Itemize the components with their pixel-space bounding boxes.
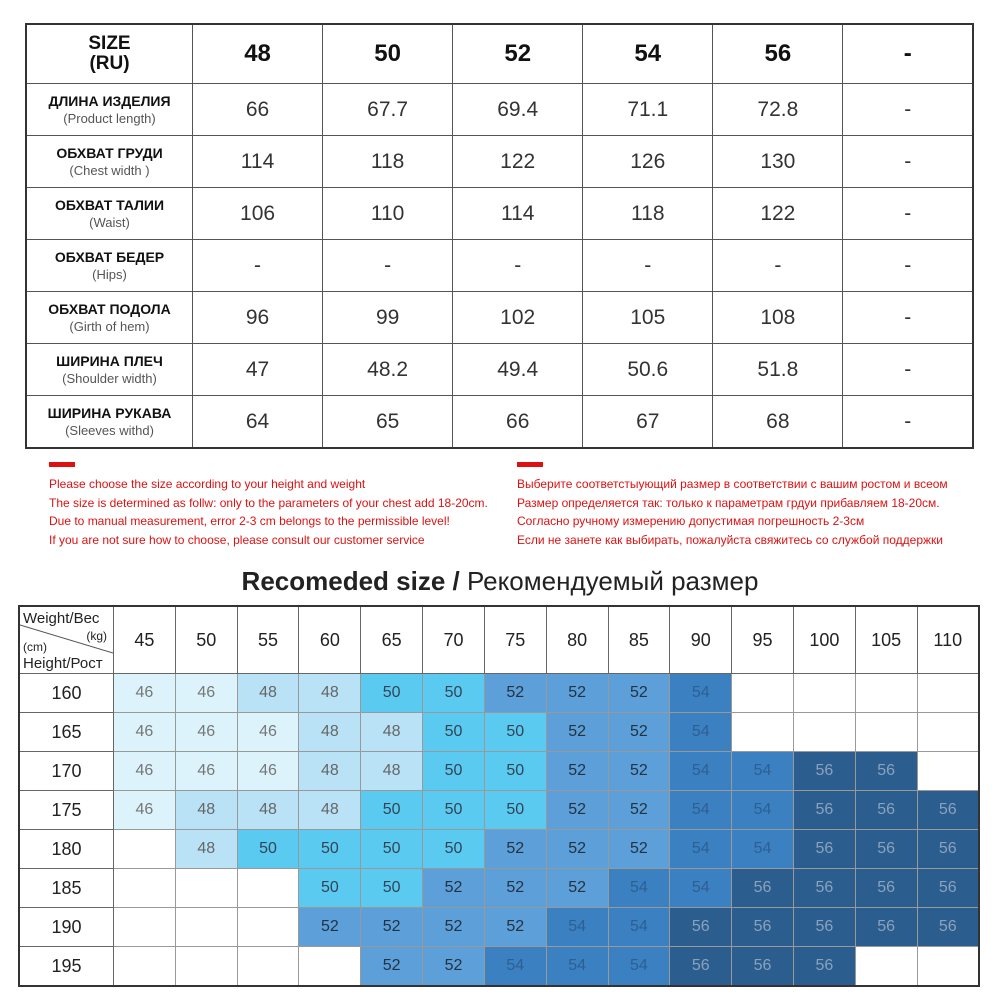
corner-kg-label: (kg): [86, 629, 107, 643]
size-header-label: [26, 24, 193, 84]
measurement-value: 65: [323, 396, 453, 449]
measurement-value: 47: [193, 344, 323, 396]
size-cell: 56: [793, 752, 855, 791]
size-cell: 56: [855, 752, 917, 791]
size-cell: 56: [855, 830, 917, 869]
measurement-value: -: [193, 240, 323, 292]
size-cell: 48: [175, 791, 237, 830]
size-column-header: 52: [453, 24, 583, 84]
measurement-label: [26, 84, 193, 136]
size-cell: [114, 830, 176, 869]
note-line: Если не занете как выбирать, пожалуйста свяжитесь со службой поддержки: [517, 532, 944, 547]
measurement-value: -: [583, 240, 713, 292]
measurement-value: 106: [193, 188, 323, 240]
size-cell: 52: [484, 674, 546, 713]
measurement-name-ru: ОБХВАТ ТАЛИИ: [54, 196, 165, 213]
accent-bar: [517, 462, 543, 467]
size-cell: 56: [855, 908, 917, 947]
size-cell: 54: [670, 830, 732, 869]
height-header: 180: [19, 830, 114, 869]
size-header-text: (RU): [89, 53, 130, 74]
size-cell: 54: [608, 869, 670, 908]
size-cell: 56: [793, 947, 855, 987]
measurement-name-en: (Product length): [63, 110, 156, 126]
size-cell: 50: [361, 791, 423, 830]
measurement-name-ru: ШИРИНА ПЛЕЧ: [56, 352, 163, 369]
size-cell: 46: [114, 674, 176, 713]
size-cell: 56: [917, 908, 979, 947]
measurement-value: 64: [193, 396, 323, 449]
size-cell: 56: [793, 869, 855, 908]
size-cell: 50: [299, 869, 361, 908]
size-cell: [732, 713, 794, 752]
size-column-header: 56: [713, 24, 843, 84]
size-cell: 50: [361, 830, 423, 869]
height-header: 165: [19, 713, 114, 752]
measurement-row: [26, 136, 973, 188]
measurement-value: -: [843, 240, 973, 292]
size-cell: 54: [608, 908, 670, 947]
measurement-name-ru: ОБХВАТ ГРУДИ: [56, 144, 163, 161]
size-cell: 50: [484, 752, 546, 791]
size-cell: 52: [546, 713, 608, 752]
height-row: [19, 713, 979, 752]
size-column-header: 48: [193, 24, 323, 84]
measurement-value: 69.4: [453, 84, 583, 136]
weight-header: 85: [608, 606, 670, 674]
size-cell: 48: [175, 830, 237, 869]
size-cell: 56: [793, 830, 855, 869]
measurement-value: 51.8: [713, 344, 843, 396]
measurement-value: 72.8: [713, 84, 843, 136]
notes-russian: [517, 462, 948, 549]
size-cell: [732, 674, 794, 713]
size-cell: 48: [237, 791, 299, 830]
measurement-value: -: [843, 344, 973, 396]
corner-height-label: Height/Рост: [23, 655, 103, 672]
size-cell: 48: [361, 752, 423, 791]
size-cell: [114, 908, 176, 947]
size-cell: 56: [732, 908, 794, 947]
size-cell: 52: [361, 908, 423, 947]
weight-header: 50: [175, 606, 237, 674]
height-header: 185: [19, 869, 114, 908]
height-row: [19, 674, 979, 713]
measurement-value: -: [843, 136, 973, 188]
accent-bar: [49, 462, 75, 467]
size-cell: 52: [608, 830, 670, 869]
measurement-label: [26, 136, 193, 188]
measurement-value: -: [323, 240, 453, 292]
size-cell: 50: [423, 752, 485, 791]
weight-header: 105: [855, 606, 917, 674]
size-header-row: [26, 24, 973, 84]
size-cell: [175, 947, 237, 987]
height-header: 190: [19, 908, 114, 947]
measurement-name-en: (Waist): [89, 214, 130, 230]
size-cell: 52: [546, 674, 608, 713]
height-header: 170: [19, 752, 114, 791]
size-cell: 50: [484, 791, 546, 830]
weight-header: 45: [114, 606, 176, 674]
size-cell: 56: [855, 791, 917, 830]
size-cell: [793, 713, 855, 752]
measurement-value: -: [843, 84, 973, 136]
measurement-value: 114: [453, 188, 583, 240]
height-row: [19, 791, 979, 830]
note-line: Due to manual measurement, error 2-3 cm belongs to the permissible level!: [49, 514, 450, 528]
size-cell: 54: [670, 713, 732, 752]
size-cell: 50: [237, 830, 299, 869]
size-cell: 52: [423, 908, 485, 947]
weight-header: 90: [670, 606, 732, 674]
size-cell: [855, 674, 917, 713]
weight-header: 80: [546, 606, 608, 674]
measurement-row: [26, 240, 973, 292]
size-cell: [917, 713, 979, 752]
size-cell: 52: [484, 830, 546, 869]
size-cell: 50: [361, 869, 423, 908]
measurement-name-ru: ОБХВАТ ПОДОЛА: [48, 300, 171, 317]
measurement-value: -: [843, 396, 973, 449]
size-cell: 48: [299, 791, 361, 830]
size-cell: 54: [670, 752, 732, 791]
measurement-value: 96: [193, 292, 323, 344]
size-cell: [793, 674, 855, 713]
size-cell: 56: [670, 908, 732, 947]
weight-header: 110: [917, 606, 979, 674]
size-cell: 52: [608, 791, 670, 830]
corner-weight-label: Weight/Вес: [23, 610, 100, 627]
measurement-value: 114: [193, 136, 323, 188]
size-cell: [855, 947, 917, 987]
weight-header: 75: [484, 606, 546, 674]
measurement-value: 50.6: [583, 344, 713, 396]
size-cell: 46: [237, 713, 299, 752]
measurement-value: 49.4: [453, 344, 583, 396]
size-cell: 54: [670, 791, 732, 830]
size-column-header: 50: [323, 24, 453, 84]
size-cell: 52: [608, 713, 670, 752]
measurement-label: [26, 344, 193, 396]
note-line: Выберите соответстыующий размер в соответствии с вашим ростом и всеом: [517, 477, 948, 491]
height-header: 175: [19, 791, 114, 830]
measurement-name-ru: ОБХВАТ БЕДЕР: [54, 248, 165, 265]
size-cell: 50: [423, 791, 485, 830]
size-cell: 56: [917, 869, 979, 908]
measurement-value: -: [843, 188, 973, 240]
size-cell: 46: [175, 674, 237, 713]
size-cell: 50: [484, 713, 546, 752]
size-cell: 52: [484, 908, 546, 947]
size-cell: 56: [917, 791, 979, 830]
measurement-label: [26, 188, 193, 240]
weight-header: 100: [793, 606, 855, 674]
size-cell: [114, 869, 176, 908]
size-cell: 52: [546, 752, 608, 791]
measurement-value: 66: [453, 396, 583, 449]
measurement-label: [26, 292, 193, 344]
measurement-row: [26, 84, 973, 136]
size-cell: 52: [361, 947, 423, 987]
size-cell: 54: [546, 908, 608, 947]
size-cell: 46: [175, 713, 237, 752]
measurement-row: [26, 344, 973, 396]
measurement-value: 67.7: [323, 84, 453, 136]
measurement-name-en: (Girth of hem): [69, 318, 150, 334]
size-cell: 56: [670, 947, 732, 987]
size-cell: 50: [361, 674, 423, 713]
size-cell: 46: [114, 713, 176, 752]
measurement-value: -: [713, 240, 843, 292]
size-cell: 52: [546, 830, 608, 869]
measurement-row: [26, 188, 973, 240]
size-cell: 54: [546, 947, 608, 987]
size-cell: 56: [793, 791, 855, 830]
measurement-value: 71.1: [583, 84, 713, 136]
size-cell: 52: [299, 908, 361, 947]
measurement-name-en: (Sleeves withd): [65, 422, 154, 438]
weight-header-row: [19, 606, 979, 674]
height-row: [19, 947, 979, 987]
size-cell: 46: [175, 752, 237, 791]
size-header-text: SIZE: [88, 33, 131, 54]
size-cell: 54: [608, 947, 670, 987]
size-cell: 46: [114, 752, 176, 791]
size-cell: 50: [299, 830, 361, 869]
size-cell: 50: [423, 674, 485, 713]
measurement-value: 118: [323, 136, 453, 188]
measurement-value: 122: [713, 188, 843, 240]
size-cell: 50: [423, 830, 485, 869]
measurement-label: [26, 240, 193, 292]
size-cell: 54: [732, 791, 794, 830]
measurement-value: 110: [323, 188, 453, 240]
weight-header: 65: [361, 606, 423, 674]
size-cell: [237, 908, 299, 947]
size-cell: 52: [608, 752, 670, 791]
size-cell: 52: [546, 869, 608, 908]
measurement-value: 118: [583, 188, 713, 240]
size-cell: [114, 947, 176, 987]
height-row: [19, 830, 979, 869]
size-cell: 56: [732, 869, 794, 908]
corner-cell: [19, 606, 114, 674]
recommended-title-ru: Рекомендуемый размер: [459, 566, 759, 596]
size-cell: 56: [855, 869, 917, 908]
size-table: [25, 23, 974, 449]
recommended-size-grid: [18, 605, 980, 987]
recommended-title-en: Recomeded size /: [241, 566, 460, 596]
height-header: 160: [19, 674, 114, 713]
measurement-value: 99: [323, 292, 453, 344]
size-cell: 52: [423, 947, 485, 987]
measurement-name-ru: ДЛИНА ИЗДЕЛИЯ: [48, 92, 171, 109]
height-row: [19, 752, 979, 791]
size-cell: 56: [917, 830, 979, 869]
size-cell: 48: [299, 752, 361, 791]
corner-cm-label: (cm): [23, 640, 47, 654]
measurement-name-ru: ШИРИНА РУКАВА: [47, 404, 172, 421]
size-cell: [175, 869, 237, 908]
measurement-name-en: (Hips): [92, 266, 127, 282]
measurement-row: [26, 292, 973, 344]
size-cell: 54: [732, 830, 794, 869]
size-cell: 52: [484, 869, 546, 908]
height-row: [19, 908, 979, 947]
measurement-value: 122: [453, 136, 583, 188]
note-line: Размер определяется так: только к параметрам грдуи прибавляем 18-20см.: [517, 495, 940, 510]
height-row: [19, 869, 979, 908]
note-line: Please choose the size according to your height and weight: [49, 477, 366, 491]
note-line: The size is determined as follw: only to the parameters of your chest add 18-20cm.: [49, 495, 488, 510]
size-cell: [299, 947, 361, 987]
size-cell: 54: [670, 674, 732, 713]
size-cell: 52: [423, 869, 485, 908]
size-cell: [175, 908, 237, 947]
size-cell: 54: [484, 947, 546, 987]
size-cell: 48: [299, 713, 361, 752]
measurement-name-en: (Chest width ): [69, 162, 150, 178]
measurement-value: 68: [713, 396, 843, 449]
measurement-value: 126: [583, 136, 713, 188]
size-cell: 54: [670, 869, 732, 908]
height-header: 195: [19, 947, 114, 987]
weight-header: 55: [237, 606, 299, 674]
measurement-value: 48.2: [323, 344, 453, 396]
measurement-label: [26, 396, 193, 449]
size-cell: [917, 947, 979, 987]
size-cell: 52: [546, 791, 608, 830]
measurement-value: 67: [583, 396, 713, 449]
size-cell: [855, 713, 917, 752]
size-cell: 46: [237, 752, 299, 791]
measurement-value: 130: [713, 136, 843, 188]
recommended-title: [0, 566, 1000, 597]
size-cell: [917, 752, 979, 791]
size-cell: 52: [608, 674, 670, 713]
size-cell: 56: [793, 908, 855, 947]
weight-header: 95: [732, 606, 794, 674]
size-cell: [237, 869, 299, 908]
notes-english: [49, 462, 488, 549]
size-column-header: -: [843, 24, 973, 84]
size-cell: 50: [423, 713, 485, 752]
size-cell: 48: [361, 713, 423, 752]
weight-header: 70: [423, 606, 485, 674]
measurement-value: 108: [713, 292, 843, 344]
note-line: Согласно ручному измерению допустимая погрешность 2-3см: [517, 514, 865, 528]
note-line: If you are not sure how to choose, please consult our customer service: [49, 532, 425, 547]
measurement-value: -: [453, 240, 583, 292]
measurement-row: [26, 396, 973, 449]
measurement-value: -: [843, 292, 973, 344]
weight-header: 60: [299, 606, 361, 674]
size-cell: [917, 674, 979, 713]
size-cell: [237, 947, 299, 987]
size-cell: 54: [732, 752, 794, 791]
measurement-name-en: (Shoulder width): [62, 370, 157, 386]
measurement-value: 102: [453, 292, 583, 344]
size-cell: 46: [114, 791, 176, 830]
size-column-header: 54: [583, 24, 713, 84]
size-cell: 48: [237, 674, 299, 713]
size-cell: 56: [732, 947, 794, 987]
measurement-value: 105: [583, 292, 713, 344]
size-cell: 48: [299, 674, 361, 713]
measurement-value: 66: [193, 84, 323, 136]
